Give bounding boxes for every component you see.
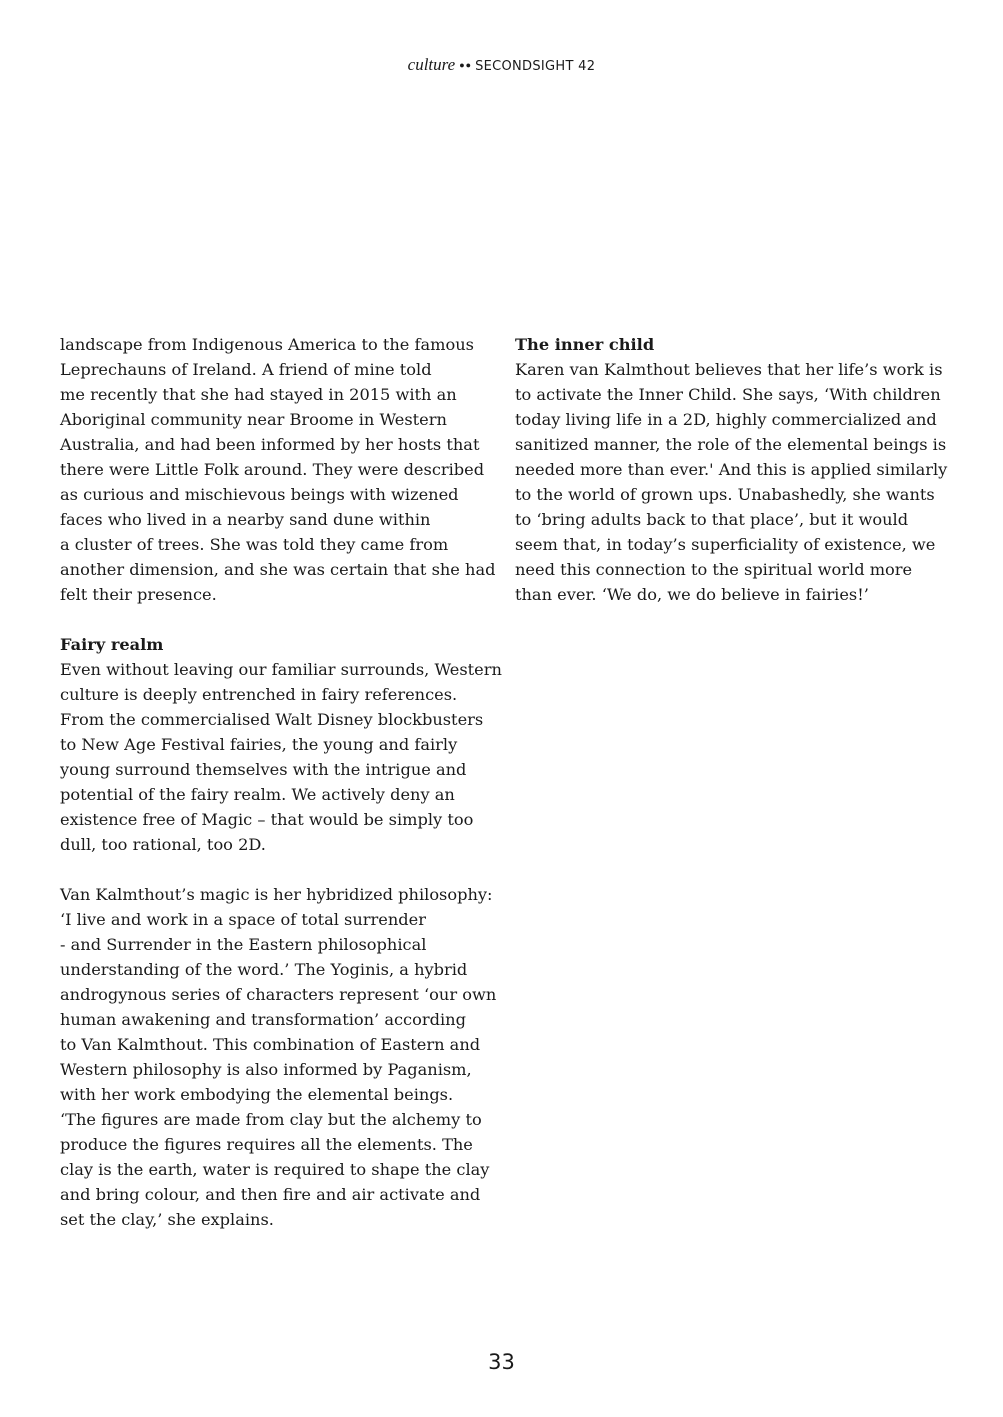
text-line: needed more than ever.' And this is applied similarly xyxy=(515,460,948,479)
subheading-inner-child: The inner child xyxy=(515,335,655,354)
text-line: androgynous series of characters represent ‘our own xyxy=(60,985,497,1004)
text-line: landscape from Indigenous America to the famous xyxy=(60,335,474,354)
text-line: produce the figures requires all the elements. The xyxy=(60,1135,473,1154)
inner-child-paragraph xyxy=(515,357,955,607)
text-line: to activate the Inner Child. She says, ‘With children xyxy=(515,385,941,404)
text-line: seem that, in today’s superficiality of existence, we xyxy=(515,535,936,554)
text-line: Aboriginal community near Broome in Western xyxy=(60,410,447,429)
text-line: me recently that she had stayed in 2015 with an xyxy=(60,385,457,404)
text-line: to the world of grown ups. Unabashedly, she wants xyxy=(515,485,935,504)
text-line: dull, too rational, too 2D. xyxy=(60,835,266,854)
text-line: faces who lived in a nearby sand dune within xyxy=(60,510,431,529)
text-line: sanitized manner, the role of the elemental beings is xyxy=(515,435,947,454)
text-line: From the commercialised Walt Disney blockbusters xyxy=(60,710,484,729)
text-line: potential of the fairy realm. We actively deny an xyxy=(60,785,455,804)
text-line: Western philosophy is also informed by Paganism, xyxy=(60,1060,472,1079)
subheading-fairy-realm: Fairy realm xyxy=(60,635,164,654)
text-line: to Van Kalmthout. This combination of Eastern and xyxy=(60,1035,481,1054)
text-line: as curious and mischievous beings with wizened xyxy=(60,485,459,504)
running-header xyxy=(0,54,1003,78)
text-line: Leprechauns of Ireland. A friend of mine told xyxy=(60,360,432,379)
text-line: than ever. ‘We do, we do believe in fairies!’ xyxy=(515,585,869,604)
intro-paragraph xyxy=(60,332,500,607)
text-line: existence free of Magic – that would be simply too xyxy=(60,810,474,829)
text-line: to New Age Festival fairies, the young and fairly xyxy=(60,735,458,754)
philosophy-paragraph xyxy=(60,882,500,1232)
text-line: need this connection to the spiritual world more xyxy=(515,560,913,579)
section-name: culture xyxy=(407,55,456,74)
text-line: young surround themselves with the intrigue and xyxy=(60,760,467,779)
left-column xyxy=(60,332,500,1232)
text-line: Van Kalmthout’s magic is her hybridized philosophy: xyxy=(60,885,493,904)
text-line: - and Surrender in the Eastern philosophical xyxy=(60,935,427,954)
page-number: 33 xyxy=(488,1350,515,1374)
magazine-issue: SECONDSIGHT 42 xyxy=(475,59,596,74)
fairy-realm-paragraph xyxy=(60,657,500,857)
text-line: clay is the earth, water is required to shape the clay xyxy=(60,1160,490,1179)
text-line: ‘I live and work in a space of total surrender xyxy=(60,910,426,929)
text-line: Australia, and had been informed by her hosts that xyxy=(60,435,480,454)
text-line: felt their presence. xyxy=(60,585,217,604)
right-column xyxy=(515,332,955,607)
text-line: today living life in a 2D, highly commercialized and xyxy=(515,410,937,429)
text-line: understanding of the word.’ The Yoginis, a hybrid xyxy=(60,960,468,979)
text-line: culture is deeply entrenched in fairy references. xyxy=(60,685,458,704)
text-line: set the clay,’ she explains. xyxy=(60,1210,274,1229)
text-line: a cluster of trees. She was told they came from xyxy=(60,535,449,554)
text-line: to ‘bring adults back to that place’, but it would xyxy=(515,510,909,529)
text-line: Even without leaving our familiar surrounds, Western xyxy=(60,660,502,679)
text-line: human awakening and transformation’ according xyxy=(60,1010,466,1029)
text-line: and bring colour, and then fire and air activate and xyxy=(60,1185,481,1204)
text-line: ‘The figures are made from clay but the alchemy to xyxy=(60,1110,482,1129)
separator-dots: ●● xyxy=(459,60,473,70)
text-line: Karen van Kalmthout believes that her life’s work is xyxy=(515,360,943,379)
text-line: another dimension, and she was certain that she had xyxy=(60,560,496,579)
text-line: with her work embodying the elemental beings. xyxy=(60,1085,454,1104)
text-line: there were Little Folk around. They were described xyxy=(60,460,485,479)
